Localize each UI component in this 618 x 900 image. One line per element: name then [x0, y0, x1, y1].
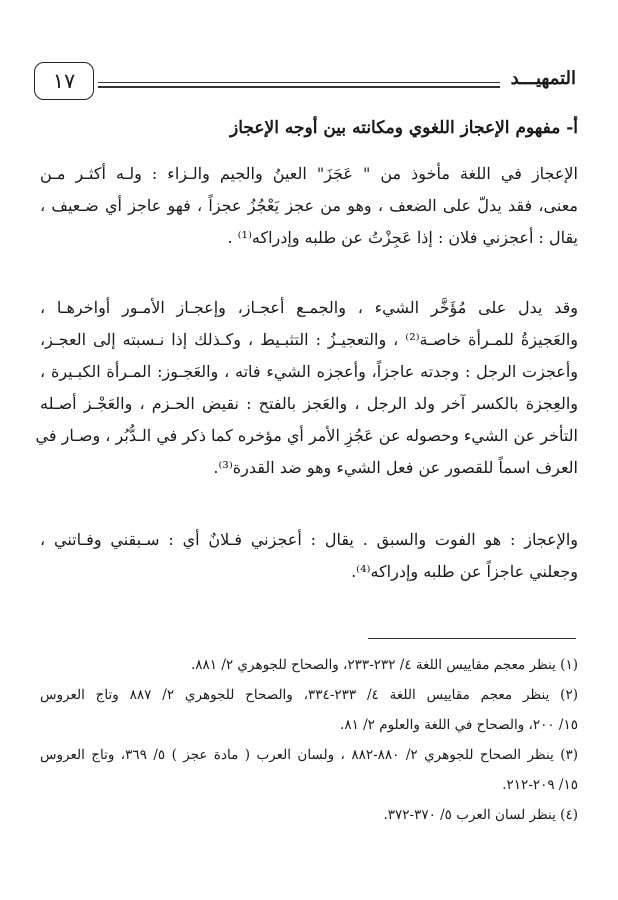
header-rule	[98, 82, 500, 83]
footnote-3	[40, 740, 578, 800]
paragraph-line: الإعجاز في اللغة مأخوذ من " عَجَزَ" العينُ والجيم والـزاء : ولـه أكثـر مـن	[40, 164, 578, 183]
footnote-line: (٣) ينظر الصحاح للجوهري ٢/ ٨٨٠-٨٨٢ ، ولسان العرب ( مادة عجز ) ٥/ ٣٦٩، وتاج العروس	[40, 747, 579, 763]
section-heading: أ- مفهوم الإعجاز اللغوي ومكانته بين أوجه الإعجاز	[230, 118, 578, 138]
page-number	[34, 62, 94, 100]
footnote-line: (٤) ينظر لسان العرب ٥/ ٣٧٠-٣٧٢.	[383, 807, 578, 823]
footnote-line: (٢) ينظر معجم مقاييس اللغة ٤/ ٢٣٣-٣٣٤، والصحاح للجوهري ٢/ ٨٨٧ وتاج العروس	[40, 687, 578, 703]
running-head: التمهيـــد	[510, 68, 576, 89]
footnote-separator	[368, 638, 576, 639]
paragraph-2	[35, 292, 578, 484]
footnote-line: ١٥/ ٢٠٠، والصحاح في اللغة والعلوم ٢/ ٨١.	[340, 717, 578, 733]
paragraph-line: يقال : أعجزني فلان : إذا عَجِزْتُ عن طلبه وإدراكه⁽¹⁾ .	[227, 228, 578, 247]
footnote-2	[40, 680, 578, 740]
footnote-line: (١) ينظر معجم مقاييس اللغة ٤/ ٢٣٢-٢٣٣، والصحاح للجوهري ٢/ ٨٨١.	[190, 657, 578, 673]
paragraph-line: وأعجزت الرجل : وجدته عاجزاً، وأعجزه الشيء فاته ، والعَجـوز: المـرأة الكبـيرة ،	[40, 362, 578, 381]
paragraph-line: معنى، فقد يدلّ على الضعف ، وهو من عجز يَعْجُزُ عجزاً ، فهو عاجز أي ضـعيف ،	[40, 196, 578, 215]
paragraph-line: العرف اسماً للقصور عن فعل الشيء وهو ضد القدرة⁽³⁾.	[213, 458, 578, 477]
footnote-line: ١٥/ ٢٠٩-٢١٢.	[502, 777, 578, 793]
footnotes	[40, 650, 578, 830]
paragraph-line: والعَجيزةُ للمـرأة خاصـة⁽²⁾ ، والتعجيـزُ : التثبـيط ، وكـذلك إذا نـسبته إلى العجـز،	[40, 330, 578, 349]
paragraph-3	[40, 524, 578, 588]
paragraph-line: التأخر عن الشيء وحصوله عن عَجُزِ الأمر أي مؤخره كما ذكر في الـدُّبُر ، وصـار في	[35, 426, 578, 445]
footnote-1	[40, 650, 578, 680]
footnote-4	[40, 800, 578, 830]
paragraph-line: والإعجاز : هو الفوت والسبق . يقال : أعجزني فـلانٌ أي : سـبقني وفـاتني ،	[40, 530, 578, 549]
paragraph-1	[40, 158, 578, 254]
header-rule-thick	[98, 86, 500, 88]
paragraph-line: وجعلني عاجزاً عن طلبه وإدراكه⁽⁴⁾.	[351, 562, 578, 581]
paragraph-line: وقد يدل على مُؤَخَّر الشيء ، والجمـع أعجـاز، وإعجـاز الأمـور أواخرهـا ،	[40, 298, 578, 317]
page-number-text: ١٧	[52, 69, 76, 93]
paragraph-line: والعِجزة بالكسر آخر ولد الرجل ، والعَجز بالفتح : نقيض الحـزم ، والعَجْـز أصـله	[40, 394, 578, 413]
